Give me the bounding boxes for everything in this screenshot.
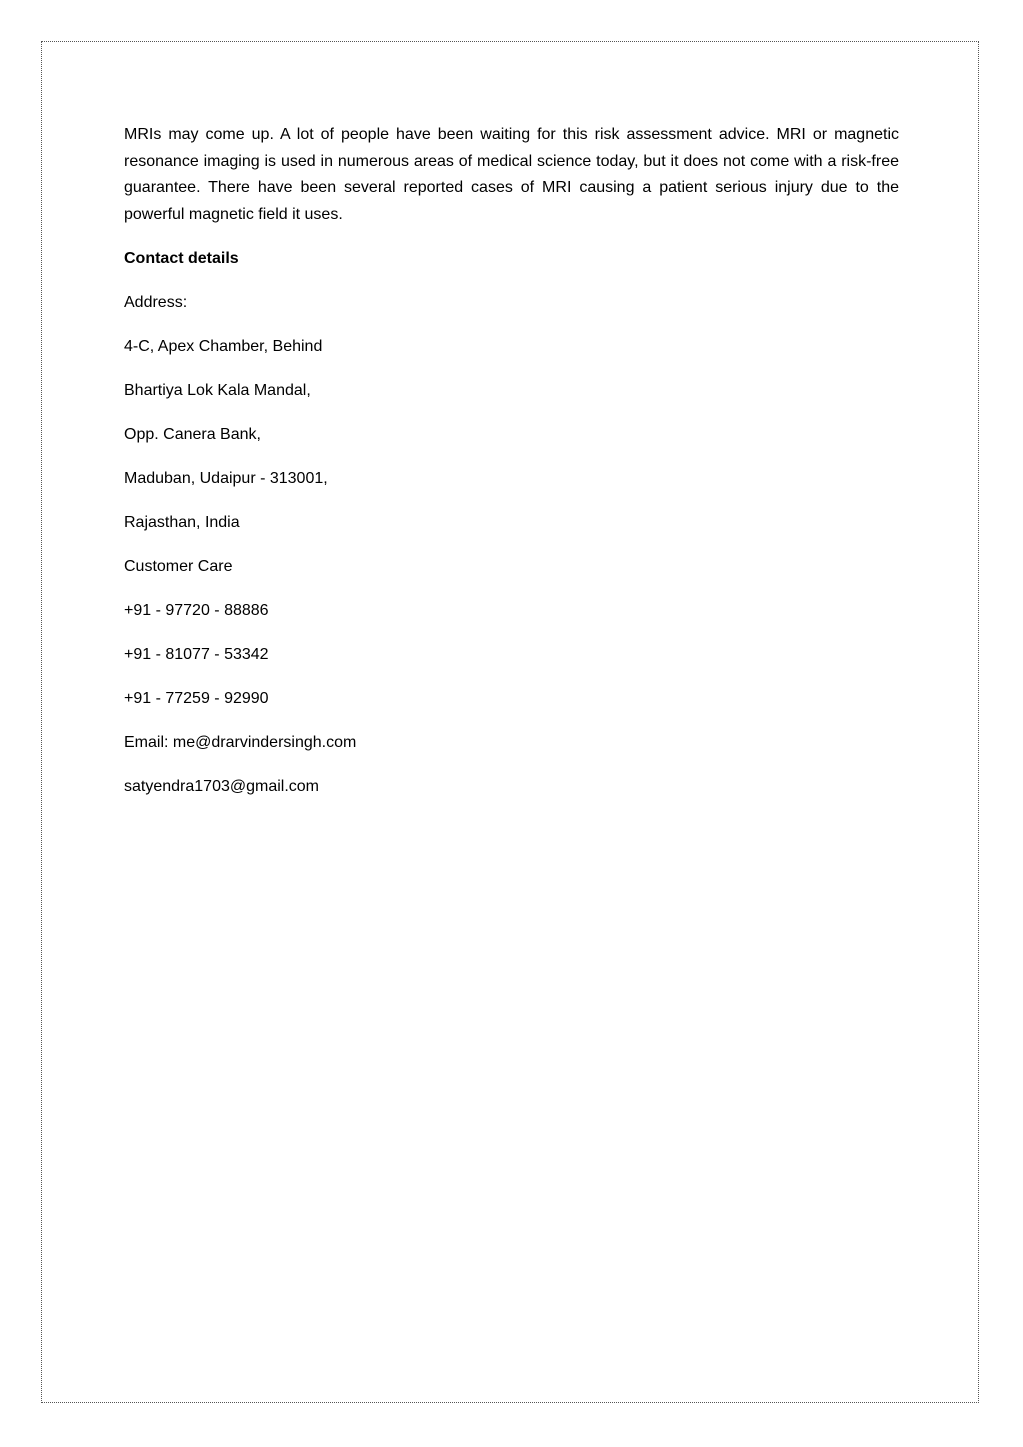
address-label: Address: — [124, 294, 188, 311]
email-line: Email: me@drarvindersingh.com — [124, 734, 357, 751]
address-line-1: 4-C, Apex Chamber, Behind — [124, 338, 323, 355]
address-line-3: Opp. Canera Bank, — [124, 426, 261, 443]
document-body — [124, 122, 899, 800]
phone-number-2: +91 - 81077 - 53342 — [124, 646, 269, 663]
phone-number-3: +91 - 77259 - 92990 — [124, 690, 269, 707]
address-line-5: Rajasthan, India — [124, 514, 240, 531]
intro-paragraph: MRIs may come up. A lot of people have been waiting for this risk assessment advice. MRI or magnetic resonance imaging is used in numerous areas of medical science today, but it does not come with a risk-free guarantee. There have been several reported cases of MRI causing a patient serious injury due to the powerful magnetic field it uses. — [124, 126, 899, 223]
contact-details-heading: Contact details — [124, 250, 239, 267]
phone-number-1: +91 - 97720 - 88886 — [124, 602, 269, 619]
customer-care-label: Customer Care — [124, 558, 233, 575]
email-secondary: satyendra1703@gmail.com — [124, 778, 320, 795]
address-line-4: Maduban, Udaipur - 313001, — [124, 470, 328, 487]
address-line-2: Bhartiya Lok Kala Mandal, — [124, 382, 311, 399]
